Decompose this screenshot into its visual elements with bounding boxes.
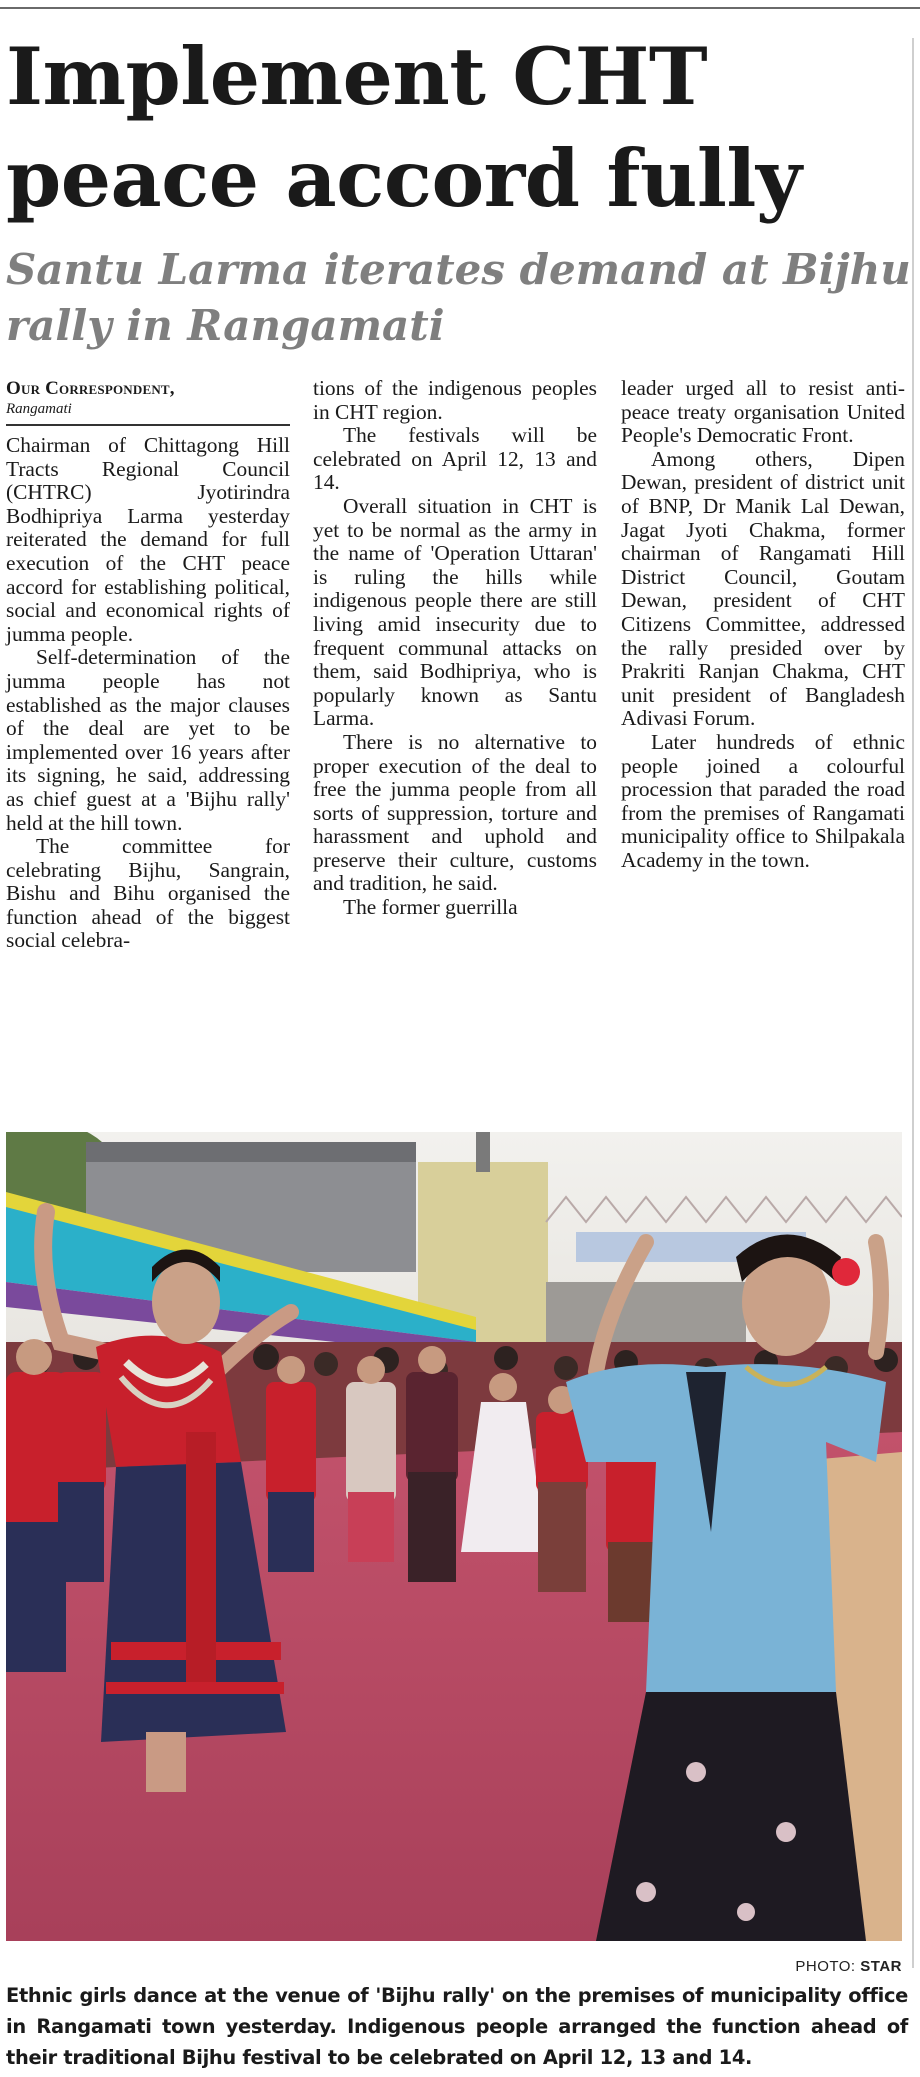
paragraph: There is no alternative to proper execution of the deal to free the jumma people from all sorts of suppression, torture and harassment and uphold and preserve their culture, customs and tradition, he said. (313, 729, 597, 896)
column-rule (912, 38, 914, 1968)
paragraph: The former guerrilla (343, 895, 518, 920)
article-column-1 (6, 377, 290, 953)
dancers-illustration (6, 1132, 902, 1941)
paragraph: Among others, Dipen Dewan, president of district unit of BNP, Dr Manik Lal Dewan, Jagat Jyoti Chakma, former chairman of Rangamati Hill District Council, Goutam Dewan, president of CHT Citizens Committee, addressed the rally presided over by Prakriti Ranjan Chakma, CHT unit president of Bangladesh Adivasi Forum. (621, 446, 905, 731)
paragraph: The festivals will be celebrated on April 12, 13 and 14. (313, 423, 597, 495)
paragraph: Self-determination of the jumma people has not established as the major clauses of the deal are yet to be implemented over 16 years after its signing, he said, addressing as chief guest at a 'Bijhu rally' held at the hill town. (6, 645, 290, 835)
byline-rule (6, 424, 290, 426)
photo-credit-source: STAR (860, 1958, 902, 1975)
photo-credit (795, 1958, 902, 1975)
subheadline: Santu Larma iterates demand at Bijhu rally in Rangamati (6, 245, 911, 350)
byline-place: Rangamati (6, 401, 72, 417)
article-column-3 (621, 377, 905, 872)
news-photo (6, 1132, 902, 1941)
paragraph: Overall situation in CHT is yet to be normal as the army in the name of 'Operation Uttaran' is ruling the hills while indigenous people there are still living amid insecurity due to frequent communal attacks on them, said Bodhipriya, who is popularly known as Santu Larma. (313, 493, 597, 731)
photo-caption: Ethnic girls dance at the venue of 'Bijhu rally' on the premises of municipality office in Rangamati town yesterday. Indigenous people arranged the function ahead of their traditional Bijhu festival to be celebrated on April 12, 13 and 14. (6, 1984, 908, 2069)
paragraph: tions of the indigenous peoples in CHT region. (313, 376, 597, 424)
paragraph: Chairman of Chittagong Hill Tracts Regional Council (CHTRC) Jyotirindra Bodhipriya Larma yesterday reiterated the demand for full execution of the CHT peace accord for establishing political, social and economical rights of jumma people. (6, 433, 290, 646)
paragraph: Later hundreds of ethnic people joined a colourful procession that paraded the road from the premises of Rangamati municipality office to Shilpakala Academy in the town. (621, 729, 905, 872)
photo-credit-prefix: PHOTO: (795, 1958, 856, 1975)
article-column-2 (313, 377, 597, 920)
headline: Implement CHT peace accord fully (6, 30, 802, 225)
paragraph: leader urged all to resist anti-peace treaty organisation United People's Democratic Front. (621, 376, 905, 448)
paragraph: The committee for celebrating Bijhu, Sangrain, Bishu and Bihu organised the function ahead of the biggest social celebra- (6, 834, 290, 953)
byline: Our Correspondent, (6, 378, 175, 399)
top-rule (0, 7, 920, 9)
